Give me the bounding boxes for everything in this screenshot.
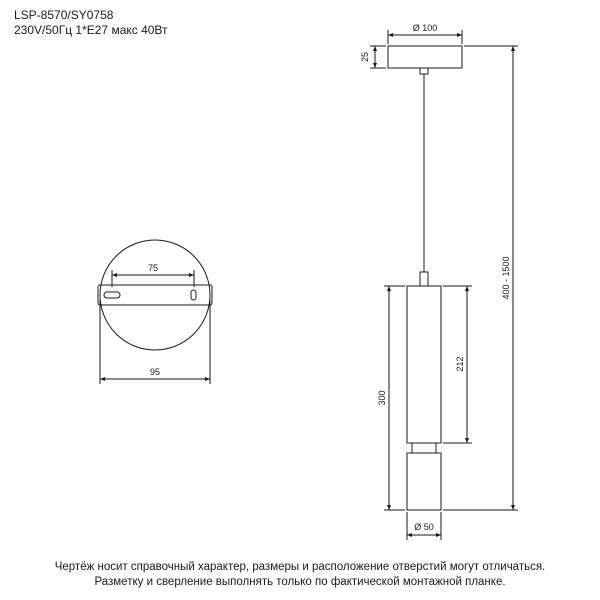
label-canopy-diameter: Ø 100 — [412, 23, 438, 33]
disclaimer-line-1: Чертёж носит справочный характер, размеры и расположение отверстий могут отличаться. — [54, 561, 546, 573]
label-upper-section: 212 — [455, 356, 465, 372]
disclaimer-line-2: Разметку и сверление выполнять только по фактической монтажной планке. — [94, 576, 506, 588]
label-body-height: 300 — [377, 390, 387, 406]
body-upper — [407, 286, 441, 443]
label-body-diameter: Ø 50 — [414, 522, 434, 532]
mounting-bracket — [98, 285, 212, 305]
bracket-slot-right — [191, 290, 196, 300]
label-bracket-spacing: 75 — [147, 263, 159, 273]
pendant-view — [370, 30, 518, 540]
model-number: LSP-8570/SY0758 — [14, 8, 114, 22]
body-ring — [412, 443, 436, 453]
electrical-specs: 230V/50Гц 1*E27 макс 40Вт — [14, 23, 168, 37]
mount-circle — [100, 240, 210, 350]
cable-grip — [420, 272, 428, 286]
mounting-plate-view — [98, 240, 212, 384]
canopy — [388, 46, 462, 68]
label-canopy-height: 25 — [360, 51, 370, 63]
label-mount-diameter: 95 — [149, 367, 161, 377]
bracket-slot-left — [104, 292, 120, 298]
label-suspension-length: 400 - 1500 — [501, 256, 511, 300]
body-lower — [407, 453, 441, 510]
canopy-connector — [420, 68, 428, 74]
